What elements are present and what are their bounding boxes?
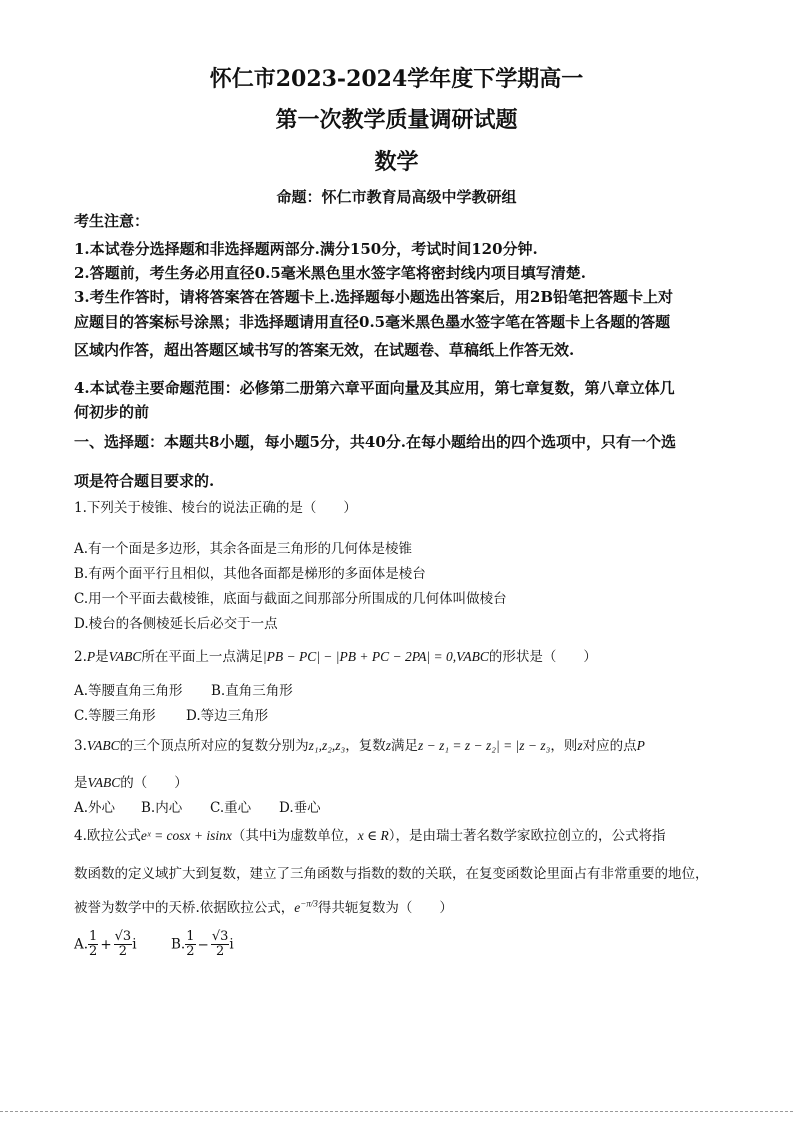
q4-a-imag: i — [132, 936, 137, 953]
question-1-option-b: B.有两个面平行且相似，其他各面都是梯形的多面体是棱台 — [74, 566, 426, 582]
q2-triangle: VABC — [108, 649, 142, 664]
q4-line3-a: 被誉为数学中的天桥.依据欧拉公式， — [74, 900, 295, 916]
title-line-3: 数学 — [374, 149, 419, 175]
notice-heading: 考生注意： — [74, 212, 150, 230]
title-line-1: 怀仁市2023-2024学年度下学期高一 — [209, 66, 584, 92]
question-3-stem-line-1 — [74, 734, 645, 754]
q4-b-frac-1 — [185, 930, 195, 959]
q3-triangle-2: VABC — [87, 775, 121, 790]
q4-a-num-2: √3 — [114, 929, 132, 944]
q4-b-num-1: 1 — [186, 929, 195, 944]
section-1-heading-line-2: 项是符合题目要求的. — [74, 472, 215, 490]
question-3-stem-line-2 — [74, 771, 188, 791]
q4-b-label: B. — [171, 936, 186, 953]
q4-b-num-2: √3 — [211, 929, 229, 944]
q2-prefix: 2. — [74, 649, 87, 665]
q4-a-operator: + — [100, 936, 112, 953]
q3-z-2: z — [577, 738, 583, 753]
q4-x-in-r: x ∈ R — [357, 828, 389, 843]
author-line: 命题：怀仁市教育局高级中学教研组 — [276, 188, 517, 206]
question-3-option-a: A.外心 — [74, 800, 116, 816]
q2-mid-text: 所在平面上一点满足 — [141, 649, 263, 665]
question-4-line-3 — [74, 896, 453, 916]
question-4-line-1 — [74, 824, 665, 844]
q4-euler-formula: eˣ = cosx + isinx — [140, 828, 232, 843]
question-2-option-d: D.等边三角形 — [186, 708, 269, 724]
notice-item-3-line-3: 区域内作答，超出答题区域书写的答案无效，在试题卷、草稿纸上作答无效. — [74, 341, 575, 359]
q4-a-frac-2 — [114, 930, 133, 959]
question-3-option-b: B.内心 — [141, 800, 183, 816]
q4-a-den-1: 2 — [89, 944, 98, 959]
question-3-option-d: D.垂心 — [279, 800, 321, 816]
q2-point-p: P — [86, 649, 96, 664]
q4-a-frac-1 — [88, 930, 98, 959]
notice-item-1: 1.本试卷分选择题和非选择题两部分.满分150分，考试时间120分钟. — [74, 240, 538, 258]
q3-complex-list: z₁,z₂,z₃ — [308, 738, 346, 753]
title-line-2: 第一次教学质量调研试题 — [275, 107, 518, 133]
q3-text-4: ，则 — [550, 738, 578, 754]
question-4-option-a — [74, 930, 137, 959]
q2-triangle-2: VABC — [456, 649, 489, 664]
q4-e: e — [294, 900, 301, 915]
section-1-heading-line-1: 一、选择题：本题共8小题，每小题5分，共40分.在每小题给出的四个选项中，只有一个选 — [74, 433, 676, 451]
notice-item-4-line-1: 4.本试卷主要命题范围：必修第二册第六章平面向量及其应用，第七章复数，第八章立体几 — [74, 379, 675, 397]
q3-line2-b: 的（ ） — [120, 775, 188, 791]
notice-item-4-line-2: 何初步的前 — [74, 403, 150, 421]
q4-line1-c: ），是由瑞士著名数学家欧拉创立的，公式将指 — [388, 828, 666, 844]
question-4-option-b — [171, 930, 234, 959]
q4-exponent: −π/3 — [300, 898, 318, 909]
question-2-option-c: C.等腰三角形 — [74, 708, 156, 724]
q4-line3-b: 得共轭复数为（ ） — [317, 900, 453, 916]
q3-condition: z − z₁ = z − z₂| = |z − z₃ — [418, 738, 551, 753]
q3-point-p: P — [636, 738, 645, 753]
q4-line1-b: （其中i为虚数单位， — [231, 828, 358, 844]
question-1-option-a: A.有一个面是多边形，其余各面是三角形的几何体是棱锥 — [74, 541, 413, 557]
question-3-option-c: C.重心 — [210, 800, 252, 816]
q4-b-imag: i — [229, 936, 234, 953]
q4-b-den-1: 2 — [186, 944, 195, 959]
q4-a-den-2: 2 — [118, 944, 128, 959]
question-2-option-a: A.等腰直角三角形 — [74, 683, 183, 699]
q3-z: z — [385, 738, 391, 753]
q4-a-label: A. — [74, 936, 89, 953]
q2-vector-expression: |PB − PC| − |PB + PC − 2PA| = 0, — [262, 649, 457, 664]
q3-text-5: 对应的点 — [582, 738, 637, 754]
q3-triangle: VABC — [86, 738, 120, 753]
q3-line2-a: 是 — [74, 775, 88, 791]
q3-text-3: 满足 — [391, 738, 418, 754]
q4-b-frac-2 — [211, 930, 230, 959]
question-1-stem: 1.下列关于棱锥、棱台的说法正确的是（ ） — [74, 500, 357, 516]
question-1-option-c: C.用一个平面去截棱锥，底面与截面之间那部分所围成的几何体叫做棱台 — [74, 591, 507, 607]
question-2-option-b: B.直角三角形 — [211, 683, 293, 699]
question-1-option-d: D.棱台的各侧棱延长后必交于一点 — [74, 616, 278, 632]
q3-text-1: 的三个顶点所对应的复数分别为 — [119, 738, 309, 754]
notice-item-3-line-2: 应题目的答案标号涂黑；非选择题请用直径0.5毫米黑色墨水签字笔在答题卡上各题的答题 — [74, 313, 671, 331]
q3-prefix: 3. — [74, 738, 87, 754]
q2-is: 是 — [95, 649, 109, 665]
q4-a-num-1: 1 — [89, 929, 98, 944]
q2-suffix: 的形状是（ ） — [488, 649, 597, 665]
page-bottom-divider — [0, 1111, 793, 1112]
notice-item-2: 2.答题前，考生务必用直径0.5毫米黑色里水签字笔将密封线内项目填写清楚. — [74, 264, 586, 282]
q4-b-den-2: 2 — [215, 944, 225, 959]
notice-item-3-line-1: 3.考生作答时，请将答案答在答题卡上.选择题每小题选出答案后，用2B铅笔把答题卡上对 — [74, 288, 674, 306]
question-4-line-2: 数函数的定义域扩大到复数，建立了三角函数与指数的数的关联，在复变函数论里面占有非常重要的地位， — [74, 866, 709, 882]
q4-line1-a: 4.欧拉公式 — [74, 828, 141, 844]
q4-b-operator: − — [197, 936, 209, 953]
question-2-stem — [74, 645, 597, 665]
q3-text-2: ，复数 — [345, 738, 386, 754]
